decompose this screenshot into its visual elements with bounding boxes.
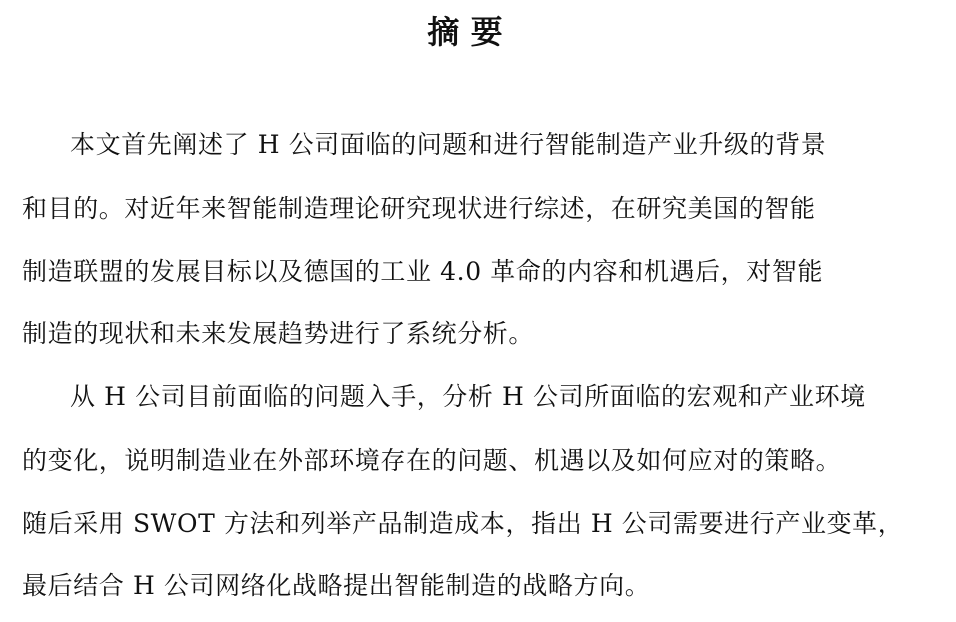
paragraph-line-2: 和目的。对近年来智能制造理论研究现状进行综述，在研究美国的智能	[22, 194, 816, 223]
paragraph-line-8: 最后结合 H 公司网络化战略提出智能制造的战略方向。	[22, 571, 651, 600]
paragraph-line-3: 制造联盟的发展目标以及德国的工业 4.0 革命的内容和机遇后，对智能	[22, 257, 824, 286]
paragraph-line-6: 的变化，说明制造业在外部环境存在的问题、机遇以及如何应对的策略。	[22, 446, 842, 475]
paragraph-line-4: 制造的现状和未来发展趋势进行了系统分析。	[22, 319, 535, 348]
paragraph-line-7: 随后采用 SWOT 方法和列举产品制造成本，指出 H 公司需要进行产业变革，	[22, 509, 904, 538]
paragraph-line-1: 本文首先阐述了 H 公司面临的问题和进行智能制造产业升级的背景	[70, 130, 827, 159]
paragraph-line-5: 从 H 公司目前面临的问题入手，分析 H 公司所面临的宏观和产业环境	[70, 382, 866, 411]
page-title: 摘 要	[427, 13, 503, 51]
